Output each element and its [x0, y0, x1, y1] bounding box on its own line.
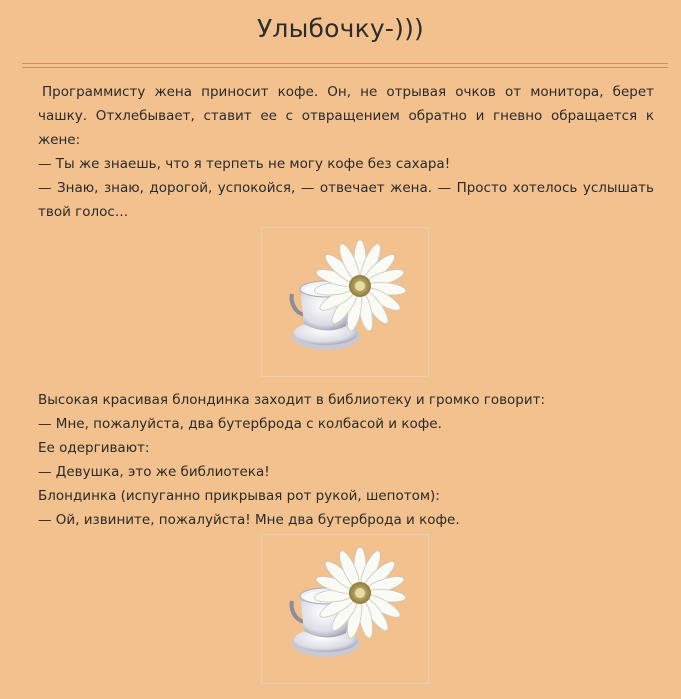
coffee-daisy-image [261, 534, 429, 684]
joke-2-line: Высокая красивая блондинка заходит в библиотеку и громко говорит: [38, 392, 546, 408]
joke-2 [38, 388, 654, 532]
joke-2-line: Блондинка (испуганно прикрывая рот рукой, шепотом): [38, 488, 440, 504]
joke-1-line: — Ты же знаешь, что я терпеть не могу кофе без сахара! [38, 156, 451, 172]
joke-1-line: Программисту жена приносит кофе. Он, не отрывая очков от монитора, берет чашку. Отхлебывает, ставит ее с отвращением обратно и гневно обращается к жене: [38, 84, 654, 148]
joke-2-line: — Мне, пожалуйста, два бутерброда с колбасой и кофе. [38, 416, 442, 432]
coffee-cup-with-daisy-icon [262, 535, 428, 683]
coffee-cup-with-daisy-icon [262, 228, 428, 376]
joke-2-line: — Ой, извините, пожалуйста! Мне два бутерброда и кофе. [38, 512, 460, 528]
page-title: Улыбочку-))) [256, 14, 424, 43]
title-divider-top [22, 63, 668, 64]
coffee-daisy-image [261, 227, 429, 377]
joke-2-line: — Девушка, это же библиотека! [38, 464, 270, 480]
joke-1 [38, 80, 654, 224]
joke-1-line: — Знаю, знаю, дорогой, успокойся, — отвечает жена. — Просто хотелось услышать твой голос… [38, 180, 654, 220]
title-divider-bottom [22, 67, 668, 68]
joke-2-line: Ее одергивают: [38, 440, 150, 456]
